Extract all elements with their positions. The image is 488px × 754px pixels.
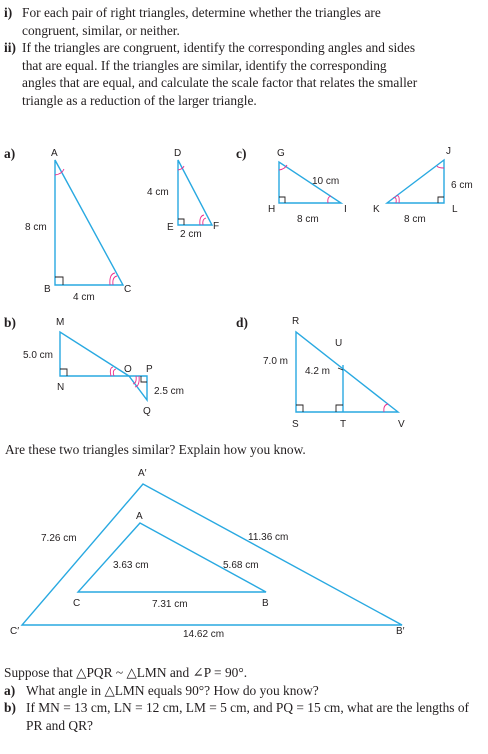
- side-gi-length: 10 cm: [312, 176, 340, 187]
- vertex-j: J: [446, 146, 451, 157]
- suppose-marker: b): [4, 700, 16, 716]
- triangle-ghi: [268, 148, 347, 225]
- triangle-mno: [23, 317, 132, 393]
- vertex-u: U: [335, 338, 343, 349]
- vertex-q: Q: [143, 406, 151, 417]
- part-label-d: d): [236, 315, 248, 330]
- side-hi-length: 8 cm: [297, 214, 319, 225]
- side-a-c-prime-length: 7.26 cm: [41, 533, 77, 544]
- side-mn-length: 5.0 cm: [23, 350, 54, 361]
- side-ab-length: 8 cm: [25, 222, 47, 233]
- side-c-b-prime-length: 14.62 cm: [183, 629, 225, 640]
- side-kl-length: 8 cm: [404, 214, 426, 225]
- side-rs-length: 7.0 m: [263, 356, 289, 367]
- vertex-b: B: [262, 598, 269, 609]
- part-label-c: c): [236, 146, 247, 161]
- vertex-v: V: [398, 419, 405, 430]
- triangle-outer: [10, 468, 405, 640]
- triangle-def: [147, 148, 219, 240]
- suppose-item-b: [4, 699, 484, 734]
- triangle-abc: [25, 148, 131, 303]
- instruction-marker: i): [4, 5, 13, 20]
- vertex-o: O: [124, 364, 132, 375]
- vertex-g: G: [277, 148, 285, 159]
- side-de-length: 4 cm: [147, 187, 169, 198]
- vertex-h: H: [268, 204, 276, 215]
- part-label-b: b): [4, 315, 16, 330]
- vertex-a: A: [51, 148, 58, 159]
- side-a-b-prime-length: 11.36 cm: [248, 532, 289, 543]
- vertex-s: S: [292, 419, 299, 430]
- vertex-c: C: [73, 598, 81, 609]
- instruction-text: If the triangles are congruent, identify the corresponding angles and sides that are equal. If the triangles are similar, identify the corresponding angles that are equal, and calculate the scale factor that relates the smaller triangle as a reduction of the larger triangle.: [22, 40, 418, 108]
- part-label-a: a): [4, 146, 16, 161]
- suppose-intro: Suppose that △PQR ~ △LMN and ∠P = 90°.: [4, 665, 248, 680]
- side-jl-length: 6 cm: [451, 180, 473, 191]
- vertex-d: D: [174, 148, 182, 159]
- side-cb-length: 7.31 cm: [152, 599, 188, 610]
- vertex-r: R: [292, 316, 300, 327]
- vertex-n: N: [57, 382, 65, 393]
- suppose-marker: a): [4, 682, 16, 698]
- vertex-b-prime: B′: [396, 626, 405, 637]
- side-pq-length: 2.5 cm: [154, 386, 185, 397]
- vertex-m: M: [56, 317, 65, 328]
- vertex-b: B: [44, 284, 51, 295]
- triangle-inner: [73, 511, 269, 610]
- suppose-text: What angle in △LMN equals 90°? How do you know?: [26, 682, 319, 698]
- instruction-marker: ii): [4, 40, 16, 56]
- vertex-i: I: [344, 204, 347, 215]
- instruction-text: For each pair of right triangles, determine whether the triangles are congruent, similar, or neither.: [22, 5, 381, 38]
- vertex-l: L: [452, 204, 458, 215]
- side-bc-length: 4 cm: [73, 292, 95, 303]
- side-ab-length: 5.68 cm: [223, 560, 259, 571]
- vertex-c: C: [124, 284, 132, 295]
- side-ut-length: 4.2 m: [305, 366, 331, 377]
- vertex-k: K: [373, 204, 380, 215]
- triangle-rsv: [263, 316, 405, 430]
- vertex-a-prime: A′: [138, 468, 147, 479]
- triangle-opq: [129, 364, 184, 417]
- vertex-c-prime: C′: [10, 626, 20, 637]
- suppose-text: If MN = 13 cm, LN = 12 cm, LM = 5 cm, and PQ = 15 cm, what are the lengths of PR and QR?: [26, 700, 470, 733]
- vertex-p: P: [146, 364, 153, 375]
- similarity-question: Are these two triangles similar? Explain how you know.: [5, 442, 306, 457]
- vertex-e: E: [167, 222, 174, 233]
- side-ac-length: 3.63 cm: [113, 560, 149, 571]
- triangle-jkl: [373, 146, 473, 225]
- vertex-a: A: [136, 511, 143, 522]
- side-ef-length: 2 cm: [180, 229, 202, 240]
- suppose-problem: [4, 664, 484, 734]
- suppose-item-a: [4, 682, 484, 700]
- vertex-t: T: [340, 419, 347, 430]
- vertex-f: F: [213, 221, 220, 232]
